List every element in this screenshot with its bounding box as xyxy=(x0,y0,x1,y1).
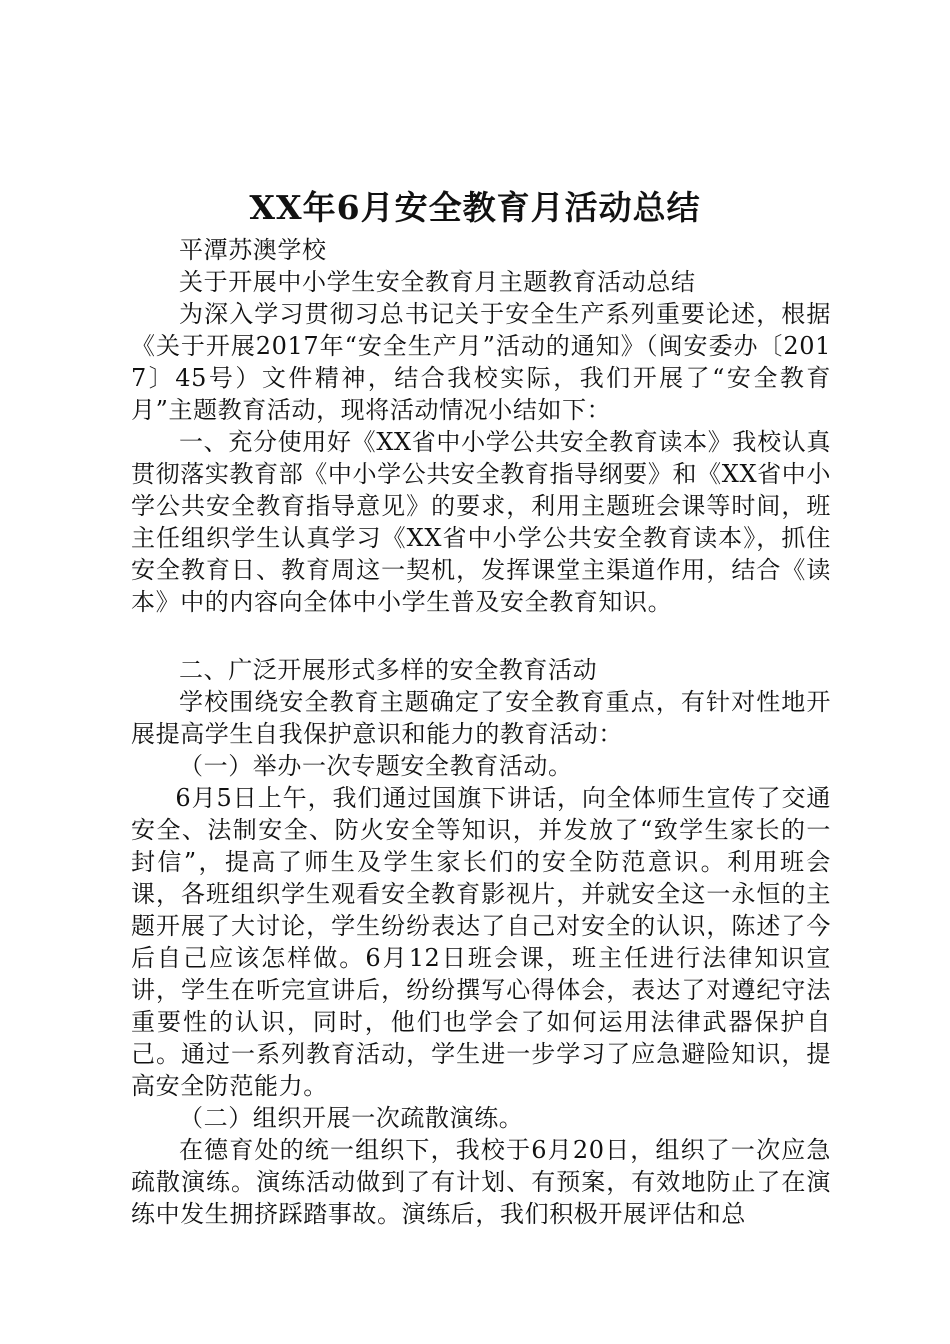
subsection-two-heading: （二）组织开展一次疏散演练。 xyxy=(179,1104,524,1132)
section-two-heading: 二、广泛开展形式多样的安全教育活动 xyxy=(179,656,598,684)
subsection-one-heading: （一）举办一次专题安全教育活动。 xyxy=(179,752,573,780)
subsection-one-paragraph: 6月5日上午，我们通过国旗下讲话，向全体师生宣传了交通安全、法制安全、防火安全等知识，并发放了“致学生家长的一封信”，提高了师生及学生家长们的安全防范意识。利用班会课，各班组织学生观看安全教育影视片，并就安全这一永恒的主题开展了大讨论，学生纷纷表达了自己对安全的认识，陈述了今后自己应该怎样做。6月12日班会课，班主任进行法律知识宣讲，学生在听完宣讲后，纷纷撰写心得体会，表达了对遵纪守法重要性的认识，同时，他们也学会了如何运用法律武器保护自己。通过一系列教育活动，学生进一步学习了应急避险知识，提高安全防范能力。 xyxy=(131,784,831,1100)
document-body xyxy=(131,234,831,1230)
document-title: XX年6月安全教育月活动总结 xyxy=(249,188,701,227)
section-two-intro: 学校围绕安全教育主题确定了安全教育重点，有针对性地开展提高学生自我保护意识和能力的教育活动： xyxy=(131,688,831,748)
subsection-two-paragraph: 在德育处的统一组织下，我校于6月20日，组织了一次应急疏散演练。演练活动做到了有计划、有预案，有效地防止了在演练中发生拥挤踩踏事故。演练后，我们积极开展评估和总 xyxy=(131,1136,831,1228)
section-one-paragraph: 一、充分使用好《XX省中小学公共安全教育读本》我校认真贯彻落实教育部《中小学公共安全教育指导纲要》和《XX省中小学公共安全教育指导意见》的要求，利用主题班会课等时间，班主任组织学生认真学习《XX省中小学公共安全教育读本》，抓住安全教育日、教育周这一契机，发挥课堂主渠道作用，结合《读本》中的内容向全体中小学生普及安全教育知识。 xyxy=(131,428,831,616)
intro-paragraph: 为深入学习贯彻习总书记关于安全生产系列重要论述，根据《关于开展2017年“安全生产月”活动的通知》（闽安委办〔2017〕45号）文件精神，结合我校实际，我们开展了“安全教育月”主题教育活动，现将活动情况小结如下： xyxy=(131,300,831,424)
school-name: 平潭苏澳学校 xyxy=(179,236,327,264)
paragraph-gap xyxy=(131,618,831,654)
summary-subtitle: 关于开展中小学生安全教育月主题教育活动总结 xyxy=(179,268,696,296)
